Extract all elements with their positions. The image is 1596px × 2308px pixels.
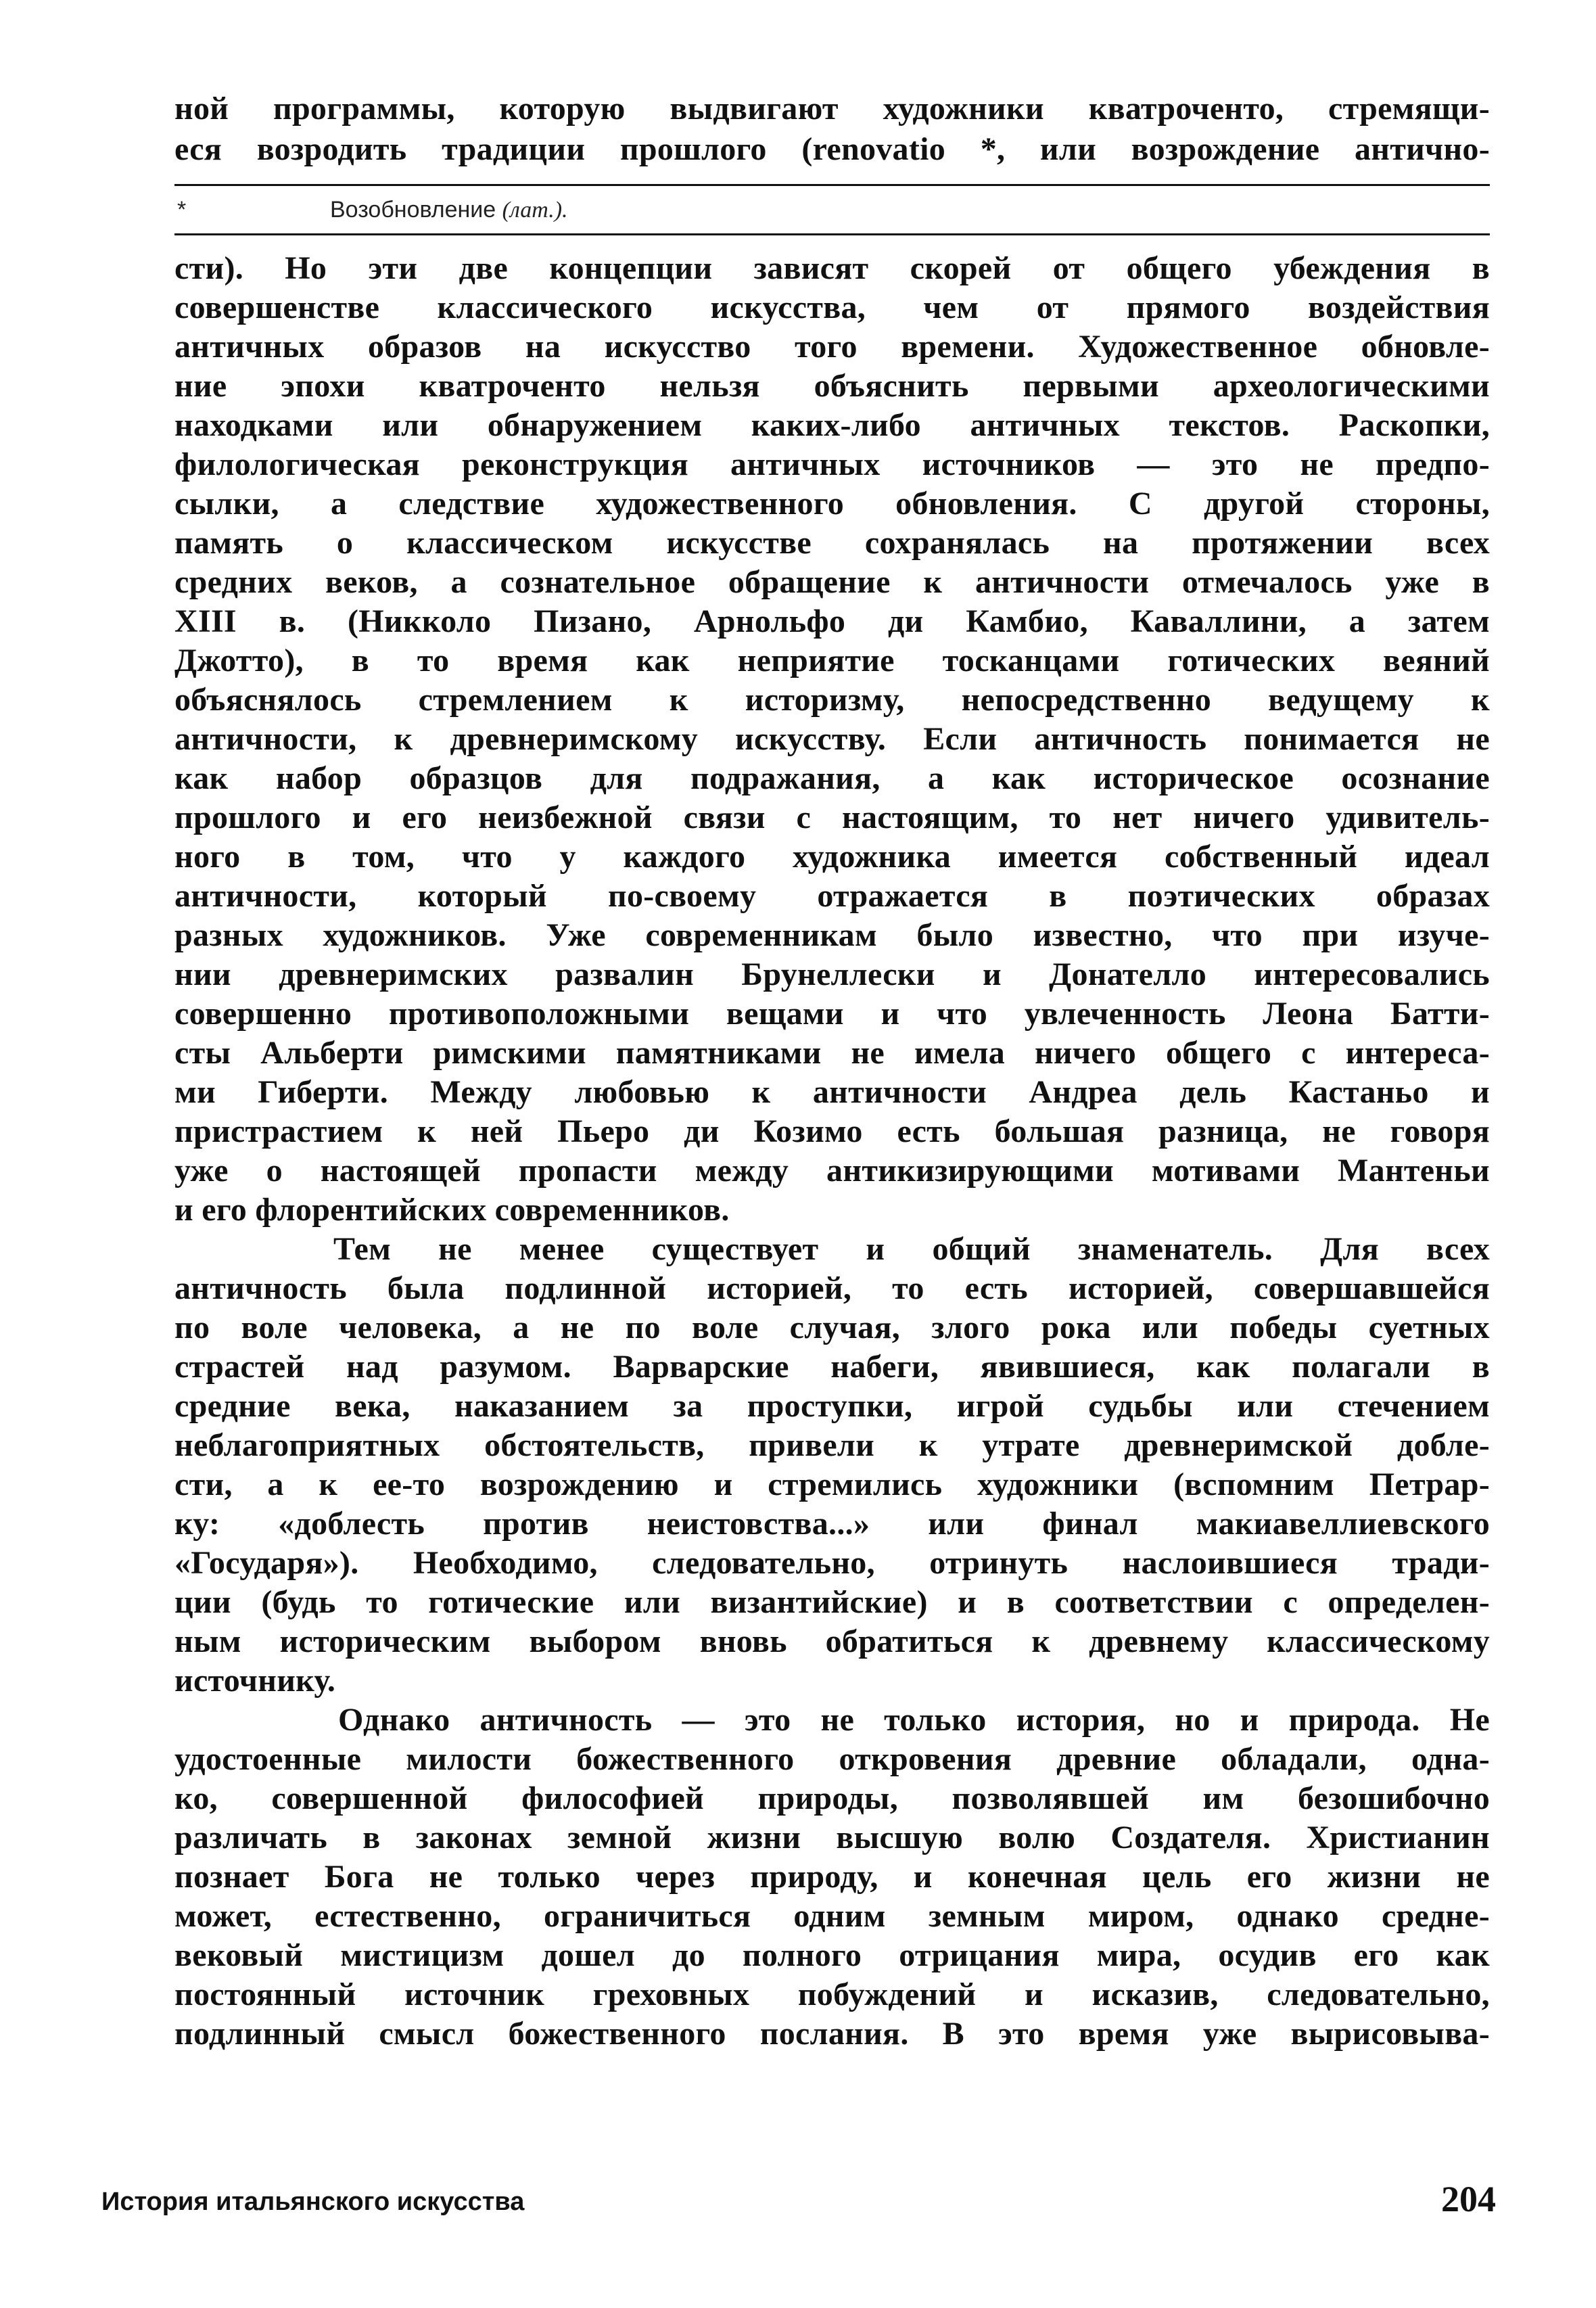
text-line: средние века, наказанием за проступки, игрой судьбы или стечением <box>174 1388 1490 1424</box>
text-line: познает Бога не только через природу, и конечная цель его жизни не <box>174 1859 1490 1895</box>
footnote-lang: (лат.). <box>502 198 568 223</box>
text-line: и его флорентийских современников. <box>174 1192 730 1228</box>
text-line: как набор образцов для подражания, а как историческое осознание <box>174 760 1490 796</box>
paragraph-first-line: Однако античность — это не только история, но и природа. Не <box>338 1702 1490 1738</box>
text-line: постоянный источник греховных побуждений и исказив, следовательно, <box>174 1977 1490 2012</box>
text-line: объяснялось стремлением к историзму, непосредственно ведущему к <box>174 682 1490 718</box>
text-line: ной программы, которую выдвигают художники кватроченто, стремящи- <box>174 91 1490 126</box>
text-line: ку: «доблесть против неистовства...» или финал макиавеллиевского <box>174 1506 1490 1542</box>
footnote-text <box>330 196 568 223</box>
text-line: совершенно противоположными вещами и что увлеченность Леона Батти- <box>174 996 1490 1032</box>
text-line: ние эпохи кватроченто нельзя объяснить первыми археологическими <box>174 368 1490 404</box>
paragraph-first-line: Тем не менее существует и общий знаменатель. Для всех <box>333 1231 1490 1267</box>
text-line: «Государя»). Необходимо, следовательно, отринуть наслоившиеся тради- <box>174 1545 1490 1581</box>
text-line: ко, совершенной философией природы, позволявшей им безошибочно <box>174 1780 1490 1816</box>
text-line: нии древнеримских развалин Брунеллески и Донателло интересовались <box>174 956 1490 992</box>
text-line: средних веков, а сознательное обращение к античности отмечалось уже в <box>174 564 1490 600</box>
text-line: сты Альберти римскими памятниками не имела ничего общего с интереса- <box>174 1035 1490 1071</box>
text-line: подлинный смысл божественного послания. В это время уже вырисовыва- <box>174 2016 1490 2052</box>
footnote-rule-top <box>174 184 1490 186</box>
text-line: еся возродить традиции прошлого (renovatio *, или возрождение антично- <box>174 131 1490 167</box>
text-line: Джотто), в то время как неприятие тосканцами готических веяний <box>174 643 1490 678</box>
text-line: память о классическом искусстве сохранялась на протяжении всех <box>174 525 1490 561</box>
text-line: уже о настоящей пропасти между антикизирующими мотивами Мантеньи <box>174 1153 1490 1188</box>
text-line: филологическая реконструкция античных источников — это не предпо- <box>174 446 1490 482</box>
text-line: удостоенные милости божественного откровения древние обладали, одна- <box>174 1741 1490 1777</box>
text-line: сылки, а следствие художественного обновления. С другой стороны, <box>174 486 1490 522</box>
text-line: вековый мистицизм дошел до полного отрицания мира, осудив его как <box>174 1937 1490 1973</box>
footnote-mark: * <box>177 197 187 223</box>
text-line: по воле человека, а не по воле случая, злого рока или победы суетных <box>174 1310 1490 1345</box>
text-line: античности, к древнеримскому искусству. Если античность понимается не <box>174 721 1490 757</box>
text-line: ным историческим выбором вновь обратиться к древнему классическому <box>174 1623 1490 1659</box>
footnote-word: Возобновление <box>330 197 496 223</box>
text-line: неблагоприятных обстоятельств, привели к утрате древнеримской добле- <box>174 1427 1490 1463</box>
text-line: античных образов на искусство того времени. Художественное обновле- <box>174 329 1490 365</box>
text-line: ции (будь то готические или византийские) и в соответствии с определен- <box>174 1584 1490 1620</box>
text-line: античности, который по-своему отражается в поэтических образах <box>174 878 1490 914</box>
text-line: совершенстве классического искусства, чем от прямого воздействия <box>174 290 1490 325</box>
text-line: ного в том, что у каждого художника имеется собственный идеал <box>174 839 1490 875</box>
text-line: может, естественно, ограничиться одним земным миром, однако средне- <box>174 1898 1490 1934</box>
footnote-rule-bottom <box>174 233 1490 235</box>
text-line: источнику. <box>174 1663 336 1699</box>
text-line: ми Гиберти. Между любовью к античности Андреа дель Кастаньо и <box>174 1074 1490 1110</box>
text-line: разных художников. Уже современникам было известно, что при изуче- <box>174 917 1490 953</box>
text-line: сти). Но эти две концепции зависят скорей от общего убеждения в <box>174 250 1490 286</box>
footer-book-title: История итальянского искусства <box>101 2188 525 2216</box>
text-line: пристрастием к ней Пьеро ди Козимо есть большая разница, не говоря <box>174 1113 1490 1149</box>
text-line: античность была подлинной историей, то есть историей, совершавшейся <box>174 1270 1490 1306</box>
text-line: прошлого и его неизбежной связи с настоящим, то нет ничего удивитель- <box>174 800 1490 835</box>
text-line: различать в законах земной жизни высшую волю Создателя. Христианин <box>174 1820 1490 1855</box>
page-number: 204 <box>1441 2179 1496 2219</box>
text-line: сти, а к ее-то возрождению и стремились художники (вспомним Петрар- <box>174 1467 1490 1502</box>
text-line: находками или обнаружением каких-либо античных текстов. Раскопки, <box>174 407 1490 443</box>
text-line: страстей над разумом. Варварские набеги, явившиеся, как полагали в <box>174 1349 1490 1385</box>
text-line: XIII в. (Никколо Пизано, Арнольфо ди Камбио, Каваллини, а затем <box>174 603 1490 639</box>
